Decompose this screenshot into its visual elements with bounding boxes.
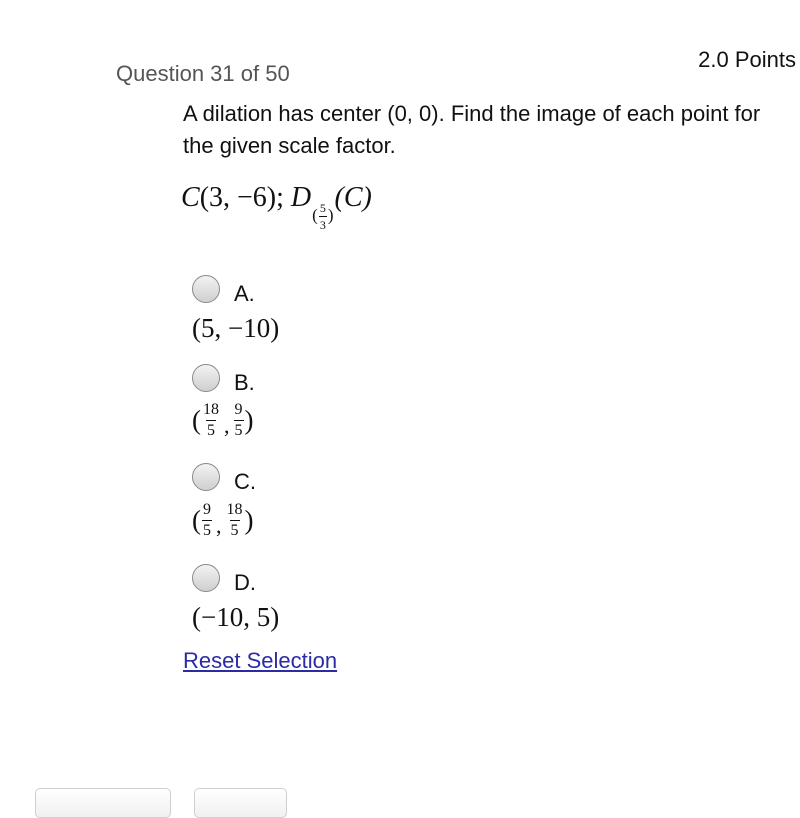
option-c-open-paren: ( — [192, 505, 201, 535]
option-b-x-fraction — [202, 402, 220, 439]
option-c-x-denominator: 5 — [203, 522, 211, 539]
option-c-y-denominator: 5 — [230, 522, 239, 539]
option-c-comma: , — [216, 512, 222, 538]
reset-selection-link[interactable]: Reset Selection — [183, 648, 338, 673]
option-b-comma: , — [224, 412, 230, 438]
option-c-y-numerator: 18 — [226, 501, 243, 518]
previous-button[interactable] — [35, 788, 171, 818]
scale-numerator: 5 — [319, 200, 326, 215]
point-coords: (3, −6) — [199, 182, 277, 213]
scale-fraction — [319, 202, 327, 231]
scale-close-paren: ) — [327, 205, 334, 224]
option-a-answer: (5, −10) — [192, 313, 280, 343]
option-a-label: A. — [234, 281, 255, 306]
option-b-label: B. — [234, 370, 255, 395]
option-b-x-denominator: 5 — [207, 422, 215, 439]
radio-option-c[interactable] — [192, 463, 220, 491]
option-c-label: C. — [234, 469, 256, 494]
option-b-y-numerator: 9 — [234, 401, 243, 418]
scale-denominator: 3 — [319, 217, 326, 232]
option-b-y-denominator: 5 — [234, 422, 243, 439]
option-b-close-paren: ) — [244, 405, 254, 435]
option-b-x-numerator: 18 — [203, 401, 219, 418]
option-d-label: D. — [234, 570, 256, 595]
points-value: 2.0 Points — [698, 47, 796, 72]
dilation-formula — [181, 182, 372, 231]
formula-separator: ; — [276, 182, 284, 213]
option-c-answer — [192, 502, 254, 539]
next-button[interactable] — [194, 788, 287, 818]
formula-argument: (C) — [334, 182, 372, 213]
option-c-x-fraction — [202, 502, 212, 539]
question-number: Question 31 of 50 — [116, 61, 290, 86]
option-b-y-fraction — [234, 402, 244, 439]
option-b-open-paren: ( — [192, 405, 201, 435]
question-text: A dilation has center (0, 0). Find the image of each point for the given scale factor. — [183, 101, 761, 158]
option-c-close-paren: ) — [244, 505, 254, 535]
radio-option-d[interactable] — [192, 564, 220, 592]
option-b-answer — [192, 402, 254, 439]
option-c-y-fraction — [226, 502, 244, 539]
option-c-x-numerator: 9 — [203, 501, 211, 518]
scale-factor — [312, 202, 333, 231]
radio-option-a[interactable] — [192, 275, 220, 303]
radio-option-b[interactable] — [192, 364, 220, 392]
point-name: C — [181, 182, 200, 213]
dilation-operator: D — [290, 182, 312, 213]
scale-open-paren: ( — [312, 205, 318, 224]
option-d-answer: (−10, 5) — [192, 602, 280, 632]
